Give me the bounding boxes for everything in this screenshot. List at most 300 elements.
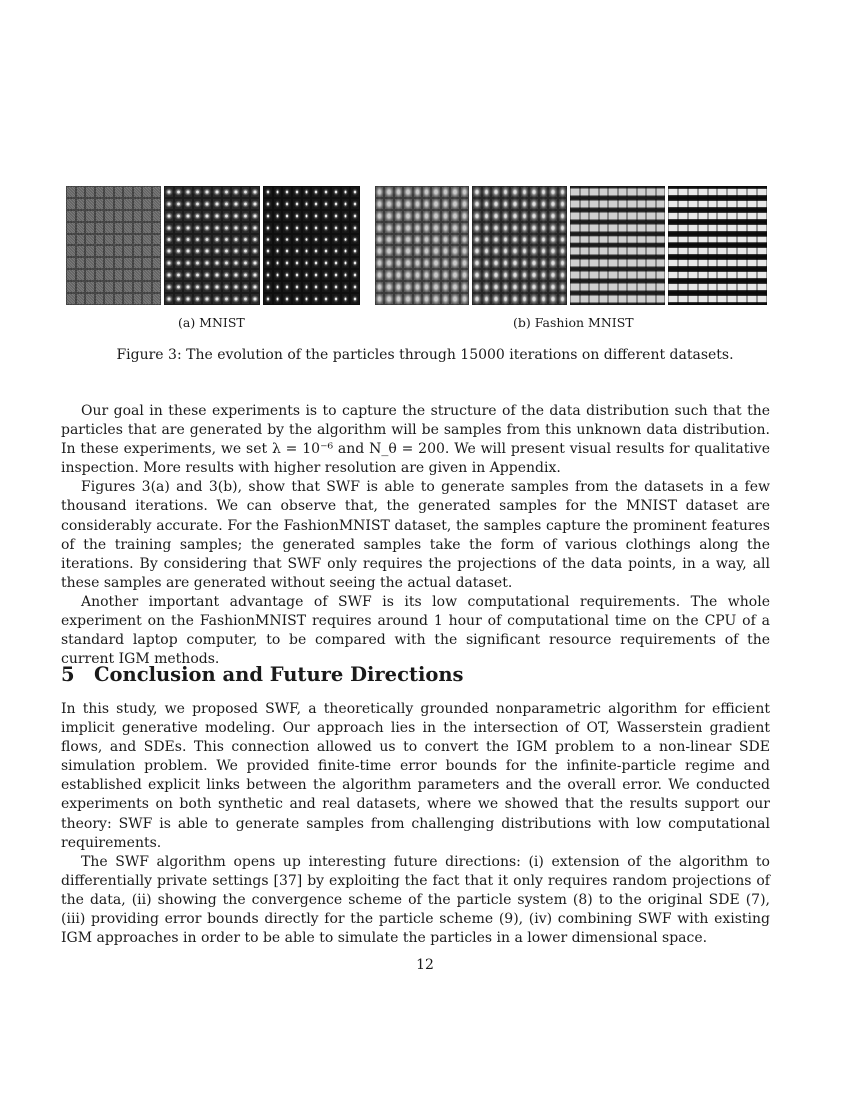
- sample-tile: [222, 234, 232, 246]
- sample-tile: [618, 245, 628, 257]
- sample-tile: [431, 269, 440, 281]
- sample-tile: [441, 234, 450, 246]
- sample-tile: [183, 245, 193, 257]
- sample-tile: [76, 245, 86, 257]
- sample-tile: [472, 198, 482, 210]
- paragraph: The SWF algorithm opens up interesting future directions: (i) extension of the algorithm to differentially private settings [37] by exploiting the fact that it only requires random projections of the data, (ii) showing the convergence scheme of the particle system (8) to the original SDE (7), (iii) providing error bounds directly for the particle scheme (9), (iv) combining SWF with existing IGM approaches in order to be able to simulate the particles in a lower dimensional space.: [61, 853, 770, 947]
- sample-tile: [668, 210, 678, 222]
- sample-tile: [375, 245, 384, 257]
- sample-tile: [331, 293, 341, 305]
- sample-tile: [394, 222, 403, 234]
- sample-tile: [302, 281, 312, 293]
- sample-tile: [727, 281, 737, 293]
- sample-tile: [413, 281, 422, 293]
- sample-tile: [717, 186, 727, 198]
- sample-tile: [222, 269, 232, 281]
- sample-tile: [133, 222, 143, 234]
- sample-tile: [678, 269, 688, 281]
- sample-tile: [599, 269, 609, 281]
- sample-tile: [668, 222, 678, 234]
- sample-tile: [646, 234, 656, 246]
- sample-tile: [311, 222, 321, 234]
- sample-tile: [627, 245, 637, 257]
- sample-tile: [688, 293, 698, 305]
- sample-tile: [76, 281, 86, 293]
- sample-tile: [501, 222, 511, 234]
- sample-tile: [212, 186, 222, 198]
- fashion-panel-initial: [375, 186, 469, 305]
- sample-tile: [384, 245, 393, 257]
- sample-tile: [66, 222, 76, 234]
- paragraph: Figures 3(a) and 3(b), show that SWF is able to generate samples from the datasets in a few thousand iterations. We can observe that, the generated samples for the MNIST dataset are considerably accurate. For the FashionMNIST dataset, the samples capture the prominent features of the training samples; the generated samples take the form of various clothings along the iterations. By considering that SWF only requires the projections of the data points, in a way, all these samples are generated without seeing the actual dataset.: [61, 479, 770, 591]
- sample-tile: [123, 281, 133, 293]
- sample-tile: [646, 281, 656, 293]
- sample-tile: [431, 234, 440, 246]
- sample-tile: [384, 210, 393, 222]
- sample-tile: [520, 186, 530, 198]
- sample-tile: [76, 210, 86, 222]
- sample-tile: [152, 293, 162, 305]
- sample-tile: [123, 186, 133, 198]
- sample-tile: [608, 234, 618, 246]
- sample-tile: [688, 257, 698, 269]
- sample-tile: [656, 198, 666, 210]
- sample-tile: [539, 245, 549, 257]
- sample-tile: [311, 269, 321, 281]
- sample-tile: [708, 257, 718, 269]
- sample-tile: [302, 245, 312, 257]
- sample-tile: [133, 245, 143, 257]
- sample-tile: [282, 245, 292, 257]
- sample-tile: [350, 210, 360, 222]
- sample-tile: [441, 198, 450, 210]
- sample-tile: [708, 210, 718, 222]
- sample-tile: [142, 281, 152, 293]
- sample-tile: [618, 269, 628, 281]
- sample-tile: [114, 210, 124, 222]
- sample-tile: [403, 281, 412, 293]
- sample-tile: [510, 257, 520, 269]
- sample-tile: [637, 257, 647, 269]
- sample-tile: [164, 269, 174, 281]
- sample-tile: [747, 281, 757, 293]
- sample-tile: [548, 281, 558, 293]
- sample-tile: [292, 281, 302, 293]
- sample-tile: [341, 198, 351, 210]
- sample-tile: [202, 281, 212, 293]
- sample-tile: [282, 222, 292, 234]
- sample-tile: [331, 281, 341, 293]
- sample-tile: [668, 198, 678, 210]
- sample-tile: [422, 198, 431, 210]
- sample-tile: [403, 257, 412, 269]
- sample-tile: [292, 186, 302, 198]
- sample-tile: [548, 245, 558, 257]
- sample-tile: [727, 269, 737, 281]
- sample-tile: [529, 245, 539, 257]
- sample-tile: [501, 186, 511, 198]
- sample-tile: [450, 222, 459, 234]
- sample-tile: [212, 281, 222, 293]
- sample-tile: [321, 281, 331, 293]
- sample-tile: [431, 186, 440, 198]
- sample-tile: [302, 210, 312, 222]
- sample-tile: [413, 222, 422, 234]
- sample-tile: [273, 269, 283, 281]
- sample-tile: [580, 293, 590, 305]
- sample-tile: [450, 281, 459, 293]
- sample-tile: [95, 198, 105, 210]
- sample-tile: [580, 234, 590, 246]
- sample-tile: [292, 234, 302, 246]
- sample-tile: [193, 257, 203, 269]
- sample-tile: [66, 234, 76, 246]
- sample-tile: [164, 257, 174, 269]
- sample-tile: [282, 234, 292, 246]
- sample-tile: [292, 293, 302, 305]
- sample-tile: [698, 198, 708, 210]
- sample-tile: [627, 198, 637, 210]
- sample-tile: [668, 293, 678, 305]
- sample-tile: [627, 269, 637, 281]
- sample-tile: [678, 245, 688, 257]
- sample-tile: [95, 222, 105, 234]
- sample-tile: [273, 293, 283, 305]
- sample-tile: [341, 186, 351, 198]
- sample-tile: [142, 269, 152, 281]
- sample-tile: [302, 293, 312, 305]
- sample-tile: [183, 293, 193, 305]
- sample-tile: [491, 257, 501, 269]
- sample-tile: [646, 293, 656, 305]
- sample-tile: [520, 210, 530, 222]
- sample-tile: [183, 269, 193, 281]
- sample-tile: [152, 245, 162, 257]
- sample-tile: [608, 245, 618, 257]
- sample-tile: [174, 257, 184, 269]
- sample-tile: [637, 186, 647, 198]
- sample-tile: [570, 234, 580, 246]
- sample-tile: [548, 257, 558, 269]
- sample-tile: [321, 210, 331, 222]
- sample-tile: [114, 222, 124, 234]
- sample-tile: [263, 222, 273, 234]
- sample-tile: [688, 281, 698, 293]
- sample-tile: [114, 234, 124, 246]
- sample-tile: [394, 257, 403, 269]
- sample-tile: [202, 210, 212, 222]
- sample-tile: [599, 222, 609, 234]
- sample-tile: [123, 269, 133, 281]
- sample-tile: [282, 257, 292, 269]
- sample-tile: [627, 281, 637, 293]
- sample-tile: [350, 281, 360, 293]
- sample-tile: [491, 210, 501, 222]
- sample-tile: [510, 234, 520, 246]
- sample-tile: [450, 245, 459, 257]
- sample-tile: [311, 293, 321, 305]
- sample-tile: [599, 293, 609, 305]
- sample-tile: [520, 198, 530, 210]
- sample-tile: [608, 281, 618, 293]
- sample-tile: [142, 257, 152, 269]
- sample-tile: [95, 281, 105, 293]
- sample-tile: [482, 269, 492, 281]
- sample-tile: [394, 186, 403, 198]
- sample-tile: [202, 245, 212, 257]
- sample-tile: [164, 293, 174, 305]
- sample-tile: [589, 293, 599, 305]
- sample-tile: [292, 269, 302, 281]
- sample-tile: [698, 269, 708, 281]
- sample-tile: [637, 245, 647, 257]
- sample-tile: [491, 222, 501, 234]
- sample-tile: [66, 186, 76, 198]
- sample-tile: [231, 234, 241, 246]
- sample-tile: [441, 293, 450, 305]
- fashion-panel-final: [668, 186, 767, 305]
- sample-tile: [231, 269, 241, 281]
- sample-tile: [263, 269, 273, 281]
- sample-tile: [529, 222, 539, 234]
- sample-tile: [250, 234, 260, 246]
- sample-tile: [599, 234, 609, 246]
- sample-tile: [164, 186, 174, 198]
- sample-tile: [618, 186, 628, 198]
- sample-tile: [460, 269, 469, 281]
- sample-tile: [104, 257, 114, 269]
- sample-tile: [164, 281, 174, 293]
- sample-tile: [350, 186, 360, 198]
- sample-tile: [212, 293, 222, 305]
- sample-tile: [95, 234, 105, 246]
- sample-tile: [656, 234, 666, 246]
- sample-tile: [375, 210, 384, 222]
- sample-tile: [142, 198, 152, 210]
- sample-tile: [708, 222, 718, 234]
- sample-tile: [123, 210, 133, 222]
- sample-tile: [403, 222, 412, 234]
- sample-tile: [403, 210, 412, 222]
- sample-tile: [76, 198, 86, 210]
- mnist-panel-final: [263, 186, 360, 305]
- sample-tile: [241, 210, 251, 222]
- sample-tile: [608, 210, 618, 222]
- sample-tile: [708, 293, 718, 305]
- sample-tile: [384, 186, 393, 198]
- sample-tile: [422, 186, 431, 198]
- sample-tile: [85, 234, 95, 246]
- sample-tile: [688, 210, 698, 222]
- sample-tile: [529, 186, 539, 198]
- sample-tile: [394, 234, 403, 246]
- sample-tile: [717, 281, 727, 293]
- sample-tile: [482, 234, 492, 246]
- sample-tile: [384, 257, 393, 269]
- section-text: [61, 700, 770, 948]
- sample-tile: [292, 257, 302, 269]
- sample-tile: [164, 198, 174, 210]
- sample-tile: [66, 269, 76, 281]
- sample-tile: [375, 234, 384, 246]
- sample-tile: [302, 269, 312, 281]
- sample-tile: [384, 222, 393, 234]
- sample-tile: [510, 222, 520, 234]
- sample-tile: [717, 293, 727, 305]
- sample-tile: [350, 234, 360, 246]
- sample-tile: [472, 245, 482, 257]
- sample-tile: [193, 234, 203, 246]
- sample-tile: [331, 210, 341, 222]
- sample-tile: [472, 281, 482, 293]
- sample-tile: [520, 245, 530, 257]
- sample-tile: [250, 210, 260, 222]
- sample-tile: [460, 281, 469, 293]
- sample-tile: [618, 257, 628, 269]
- sample-tile: [394, 245, 403, 257]
- sample-tile: [104, 198, 114, 210]
- sample-tile: [431, 257, 440, 269]
- sample-tile: [85, 281, 95, 293]
- sample-tile: [627, 257, 637, 269]
- sample-tile: [501, 210, 511, 222]
- sample-tile: [570, 293, 580, 305]
- sample-tile: [482, 186, 492, 198]
- sample-tile: [193, 186, 203, 198]
- sample-tile: [66, 293, 76, 305]
- sample-tile: [152, 257, 162, 269]
- sample-tile: [311, 198, 321, 210]
- sample-tile: [472, 257, 482, 269]
- sample-tile: [727, 198, 737, 210]
- sample-tile: [263, 245, 273, 257]
- sample-tile: [350, 269, 360, 281]
- sample-tile: [747, 222, 757, 234]
- sample-tile: [717, 269, 727, 281]
- sample-tile: [501, 245, 511, 257]
- sample-tile: [123, 293, 133, 305]
- sample-tile: [727, 234, 737, 246]
- sample-tile: [142, 222, 152, 234]
- sample-tile: [174, 210, 184, 222]
- sample-tile: [491, 269, 501, 281]
- sample-tile: [548, 210, 558, 222]
- sample-tile: [570, 257, 580, 269]
- sample-tile: [539, 198, 549, 210]
- sample-tile: [263, 234, 273, 246]
- sample-tile: [510, 210, 520, 222]
- sample-tile: [241, 245, 251, 257]
- sample-tile: [688, 186, 698, 198]
- sample-tile: [394, 210, 403, 222]
- sample-tile: [678, 257, 688, 269]
- sample-tile: [123, 257, 133, 269]
- sample-tile: [539, 293, 549, 305]
- sample-tile: [580, 198, 590, 210]
- sample-tile: [341, 222, 351, 234]
- sample-tile: [460, 234, 469, 246]
- fashion-panel-early: [472, 186, 567, 305]
- sample-tile: [737, 222, 747, 234]
- sample-tile: [104, 293, 114, 305]
- sample-tile: [133, 198, 143, 210]
- sample-tile: [202, 257, 212, 269]
- sample-tile: [142, 245, 152, 257]
- sample-tile: [231, 198, 241, 210]
- sample-tile: [580, 222, 590, 234]
- sample-tile: [133, 269, 143, 281]
- sample-tile: [183, 210, 193, 222]
- sample-tile: [95, 186, 105, 198]
- sample-tile: [646, 245, 656, 257]
- sample-tile: [510, 281, 520, 293]
- sample-tile: [85, 222, 95, 234]
- sample-tile: [520, 281, 530, 293]
- sample-tile: [747, 186, 757, 198]
- sample-tile: [757, 234, 767, 246]
- sample-tile: [678, 198, 688, 210]
- sample-tile: [193, 281, 203, 293]
- sample-tile: [510, 198, 520, 210]
- sample-tile: [331, 186, 341, 198]
- sample-tile: [413, 198, 422, 210]
- sample-tile: [589, 234, 599, 246]
- sample-tile: [384, 234, 393, 246]
- sample-tile: [501, 234, 511, 246]
- sample-tile: [698, 222, 708, 234]
- sample-tile: [241, 198, 251, 210]
- sample-tile: [174, 269, 184, 281]
- sample-tile: [747, 234, 757, 246]
- sample-tile: [212, 257, 222, 269]
- figure-caption: Figure 3: The evolution of the particles through 15000 iterations on different datasets.: [116, 347, 734, 363]
- sample-tile: [321, 269, 331, 281]
- sample-tile: [589, 245, 599, 257]
- sample-tile: [292, 245, 302, 257]
- sample-tile: [422, 234, 431, 246]
- sample-tile: [212, 198, 222, 210]
- sample-tile: [510, 186, 520, 198]
- sample-tile: [341, 245, 351, 257]
- sample-tile: [646, 257, 656, 269]
- sample-tile: [222, 198, 232, 210]
- sample-tile: [413, 234, 422, 246]
- sample-tile: [688, 198, 698, 210]
- sample-tile: [241, 234, 251, 246]
- sample-tile: [341, 234, 351, 246]
- sample-tile: [491, 245, 501, 257]
- sample-tile: [450, 293, 459, 305]
- sample-tile: [688, 269, 698, 281]
- sample-tile: [599, 245, 609, 257]
- sample-tile: [668, 281, 678, 293]
- sample-tile: [637, 281, 647, 293]
- sample-tile: [202, 234, 212, 246]
- sample-tile: [580, 210, 590, 222]
- paragraph: Our goal in these experiments is to capture the structure of the data distribution such that the particles that are generated by the algorithm will be samples from this unknown data distribution. In these experiments, we set λ = 10⁻⁶ and N_θ = 200. We will present visual results for qualitative inspection. More results with higher resolution are given in Appendix.: [61, 403, 770, 477]
- sample-tile: [618, 281, 628, 293]
- sample-tile: [311, 245, 321, 257]
- sample-tile: [321, 198, 331, 210]
- sample-tile: [656, 245, 666, 257]
- sample-tile: [747, 198, 757, 210]
- sample-tile: [727, 293, 737, 305]
- sample-tile: [114, 293, 124, 305]
- sample-tile: [688, 222, 698, 234]
- sample-tile: [193, 269, 203, 281]
- sample-tile: [529, 293, 539, 305]
- sample-tile: [263, 257, 273, 269]
